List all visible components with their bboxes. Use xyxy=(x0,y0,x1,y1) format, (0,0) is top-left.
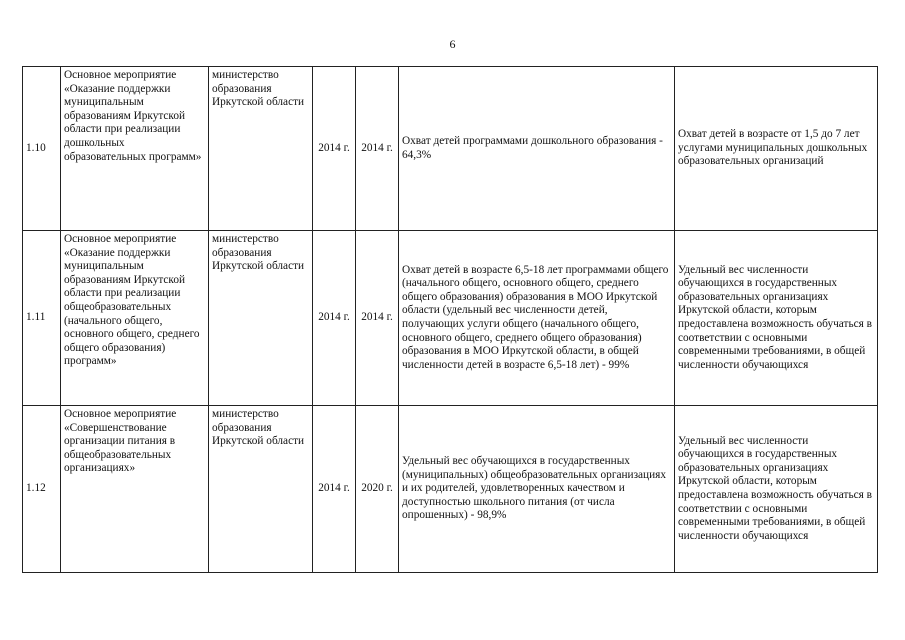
executor: министерство образования Иркутской области xyxy=(209,406,313,573)
table-row xyxy=(23,67,878,231)
page-number: 6 xyxy=(449,37,456,51)
end-year: 2014 г. xyxy=(356,231,399,406)
activity-name: Основное мероприятие «Оказание поддержки муниципальным образованиям Иркутской области при реализации общеобразовательных (начального общего, основного общего, среднего общего образования) программ» xyxy=(61,231,209,406)
activity-name: Основное мероприятие «Оказание поддержки муниципальным образованиям Иркутской области при реализации дошкольных образовательных программ» xyxy=(61,67,209,231)
start-year: 2014 г. xyxy=(313,406,356,573)
expected-result: Охват детей программами дошкольного образования - 64,3% xyxy=(399,67,675,231)
executor: министерство образования Иркутской области xyxy=(209,231,313,406)
start-year: 2014 г. xyxy=(313,231,356,406)
indicator-link: Охват детей в возрасте от 1,5 до 7 лет услугами муниципальных дошкольных образовательных организаций xyxy=(675,67,878,231)
indicator-link: Удельный вес численности обучающихся в государственных образовательных организациях Иркутской области, которым предоставлена возможность обучаться в соответствии с основными современными требованиями, в общей численности обучающихся xyxy=(675,406,878,573)
indicator-link: Удельный вес численности обучающихся в государственных образовательных организациях Иркутской области, которым предоставлена возможность обучаться в соответствии с основными современными требованиями, в общей численности обучающихся xyxy=(675,231,878,406)
row-number: 1.12 xyxy=(23,406,61,573)
executor: министерство образования Иркутской области xyxy=(209,67,313,231)
expected-result: Охват детей в возрасте 6,5-18 лет программами общего (начального общего, основного общего, среднего общего образования) образования в МОО Иркутской области (удельный вес численности детей, получающих услуги общего (начального общего, основного общего, среднего общего образования) образования в МОО Иркутской области, в общей численности детей в возрасте 6,5-18 лет) - 99% xyxy=(399,231,675,406)
table-row xyxy=(23,406,878,573)
row-number: 1.11 xyxy=(23,231,61,406)
end-year: 2020 г. xyxy=(356,406,399,573)
activity-name: Основное мероприятие «Совершенствование организации питания в общеобразовательных организациях» xyxy=(61,406,209,573)
end-year: 2014 г. xyxy=(356,67,399,231)
start-year: 2014 г. xyxy=(313,67,356,231)
activities-table xyxy=(22,66,878,573)
row-number: 1.10 xyxy=(23,67,61,231)
expected-result: Удельный вес обучающихся в государственных (муниципальных) общеобразовательных организациях и их родителей, удовлетворенных качеством и доступностью школьного питания (от числа опрошенных) - 98,9% xyxy=(399,406,675,573)
table-row xyxy=(23,231,878,406)
